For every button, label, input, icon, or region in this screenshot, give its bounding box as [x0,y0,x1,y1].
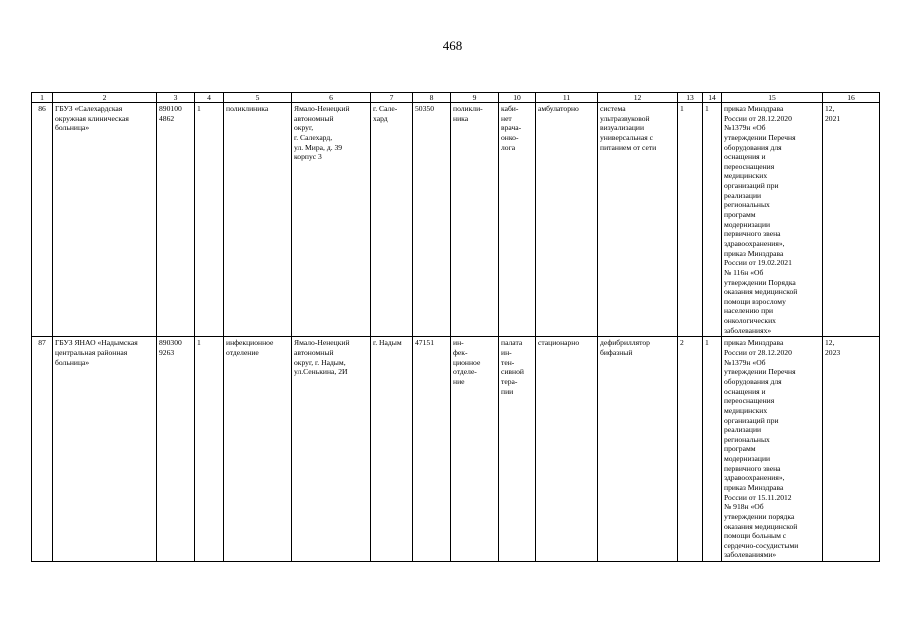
cell-line: поликли- [453,104,483,113]
cell-line: ул. Мира, д. 39 [294,142,343,152]
cell-line: Ямало-Ненецкий [294,104,350,113]
cell-line: ГБУЗ ЯНАО «Надымская [55,338,138,348]
cell-line: г. Салехард, [294,132,333,142]
cell-line: тен- [501,357,515,367]
cell-line: модернизации [724,454,771,464]
cell-line: переоснащения [724,396,775,406]
cell-line: медицинских [724,405,768,415]
org-code-cell [157,103,195,337]
organization-cell [53,337,157,562]
cell-line: универсальная с [600,132,653,142]
cell-line: оборудования для [724,376,782,386]
cell-line: 2023 [825,348,841,358]
column-number-14: 14 [703,93,722,103]
cell-line: программ [724,444,756,454]
address-cell [292,103,371,337]
column-number-7: 7 [371,93,413,103]
cell-line: инфекционное [226,338,274,348]
cell-line: организаций при [724,181,779,191]
code-cell: 47151 [413,337,451,562]
cell-line: программ [724,210,756,220]
column-number-1: 1 [32,93,53,103]
cell-line: утверждении Перечня [724,132,796,142]
column-number-5: 5 [224,93,292,103]
cell-line: пии [501,386,514,396]
cell-line: №1379н «Об [724,123,766,133]
column-number-15: 15 [722,93,823,103]
cell-line: автономный [294,348,334,358]
cell-line: автономный [294,113,334,123]
cell-line: палата [501,338,523,348]
cell-line: переоснащения [724,161,775,171]
cell-line: региональных [724,200,770,210]
room-cell [499,337,536,562]
cell-line: лога [501,142,516,152]
unit-cell [224,103,292,337]
quantity-cell: 1 [678,103,703,337]
cell-line: корпус 3 [294,152,322,162]
cell-line: приказ Минздрава [724,248,784,258]
column-number-3: 3 [157,93,195,103]
cell-line: 890100 [159,104,182,113]
cell-line: Ямало-Ненецкий [294,338,350,348]
cell-line: оснащения и [724,386,766,396]
table-row [32,103,880,337]
cell-line: больница» [55,123,90,133]
cell-line: организаций при [724,415,779,425]
cell-line: 890300 [159,338,182,348]
address-cell [292,337,371,562]
cell-line: реализации [724,425,762,435]
cell-line: хард [373,113,388,123]
cell-line: г. Сале- [373,104,398,113]
cell-line: первичного звена [724,229,781,239]
cell-line: онкологических [724,316,776,326]
cell-line: первичного звена [724,463,781,473]
column-number-4: 4 [195,93,224,103]
department-cell [451,103,499,337]
cell-line: окружная клиническая [55,113,129,123]
cell-line: России от 28.12.2020 [724,113,792,123]
cell-line: сердечно-сосудистыми [724,540,799,550]
care-type-cell: стационарно [536,337,598,562]
cell-line: сивной [501,367,524,377]
cell-line: оказания медицинской [724,287,798,297]
cell-line: врача- [501,123,522,133]
cell-line: утверждении Порядка [724,277,796,287]
cell-line: поликлиника [226,104,269,113]
column-number-16: 16 [823,93,880,103]
cell-line: онко- [501,132,519,142]
cell-line: приказ Минздрава [724,104,784,113]
column-number-9: 9 [451,93,499,103]
column-number-2: 2 [53,93,157,103]
cell-line: населению при [724,306,774,316]
cell-line: фек- [453,348,468,358]
cell-line: бифазный [600,348,633,358]
cell-line: № 116н «Об [724,267,764,277]
cell-line: медицинских [724,171,768,181]
cell-line: 9263 [159,348,175,358]
cell-line: здравоохранения», [724,238,785,248]
cell-line: 2021 [825,113,841,123]
column-number-10: 10 [499,93,536,103]
cell-line: 12, [825,338,835,348]
cell-line: заболеваниями» [724,550,777,560]
cell-line: России от 15.11.2012 [724,492,792,502]
room-cell [499,103,536,337]
regulation-cell [722,103,823,337]
column-4-cell: 1 [195,103,224,337]
cell-line: нет [501,113,512,123]
code-cell: 50350 [413,103,451,337]
cell-line: ционное [453,357,481,367]
column-number-8: 8 [413,93,451,103]
equipment-cell [598,337,678,562]
header-row [32,93,880,103]
cell-line: утверждении порядка [724,511,795,521]
cell-line: модернизации [724,219,771,229]
regulation-cell [722,337,823,562]
cell-line: центральная районная [55,348,128,358]
column-4-cell: 1 [195,337,224,562]
cell-line: каби- [501,104,519,113]
cell-line: здравоохранения», [724,473,785,483]
cell-line: больница» [55,357,90,367]
unit-cell [224,337,292,562]
column-14-cell: 1 [703,103,722,337]
row-number-cell: 87 [32,337,53,562]
cell-line: №1379н «Об [724,357,766,367]
data-table [31,92,880,562]
cell-line: оказания медицинской [724,521,798,531]
cell-line: г. Надым [373,338,402,348]
row-number-cell: 86 [32,103,53,337]
city-cell [371,103,413,337]
cell-line: помощи больным с [724,531,787,541]
org-code-cell [157,337,195,562]
cell-line: оснащения и [724,152,766,162]
cell-line: ин- [501,348,512,358]
quantity-cell: 2 [678,337,703,562]
cell-line: ультразвуковой [600,113,650,123]
column-number-13: 13 [678,93,703,103]
column-number-12: 12 [598,93,678,103]
cell-line: визуализации [600,123,645,133]
cell-line: отделение [226,348,259,358]
cell-line: дефибриллятор [600,338,650,348]
column-number-11: 11 [536,93,598,103]
cell-line: ние [453,376,465,386]
cell-line: России от 19.02.2021 [724,258,792,268]
page-number: 468 [442,38,463,53]
cell-line: округ, г. Надым, [294,357,346,367]
cell-line: питанием от сети [600,142,657,152]
cell-line: России от 28.12.2020 [724,348,792,358]
column-14-cell: 1 [703,337,722,562]
cell-line: тера- [501,376,518,386]
cell-line: утверждении Перечня [724,367,796,377]
cell-line: заболеваниях» [724,325,772,335]
cell-line: округ, [294,123,314,133]
city-cell [371,337,413,562]
cell-line: 12, [825,104,835,113]
cell-line: помощи взрослому [724,296,786,306]
cell-line: ул.Сенькина, 2И [294,367,348,377]
cell-line: № 918н «Об [724,502,764,512]
cell-line: ГБУЗ «Салехардская [55,104,123,113]
cell-line: приказ Минздрава [724,482,784,492]
column-number-6: 6 [292,93,371,103]
equipment-cell [598,103,678,337]
cell-line: реализации [724,190,762,200]
table-row [32,337,880,562]
cell-line: приказ Минздрава [724,338,784,348]
cell-line: 4862 [159,113,175,123]
department-cell [451,337,499,562]
cell-line: ин- [453,338,464,348]
date-cell [823,337,880,562]
cell-line: ника [453,113,469,123]
care-type-cell: амбулаторно [536,103,598,337]
organization-cell [53,103,157,337]
cell-line: отделе- [453,367,477,377]
date-cell [823,103,880,337]
cell-line: система [600,104,626,113]
cell-line: региональных [724,434,770,444]
cell-line: оборудования для [724,142,782,152]
